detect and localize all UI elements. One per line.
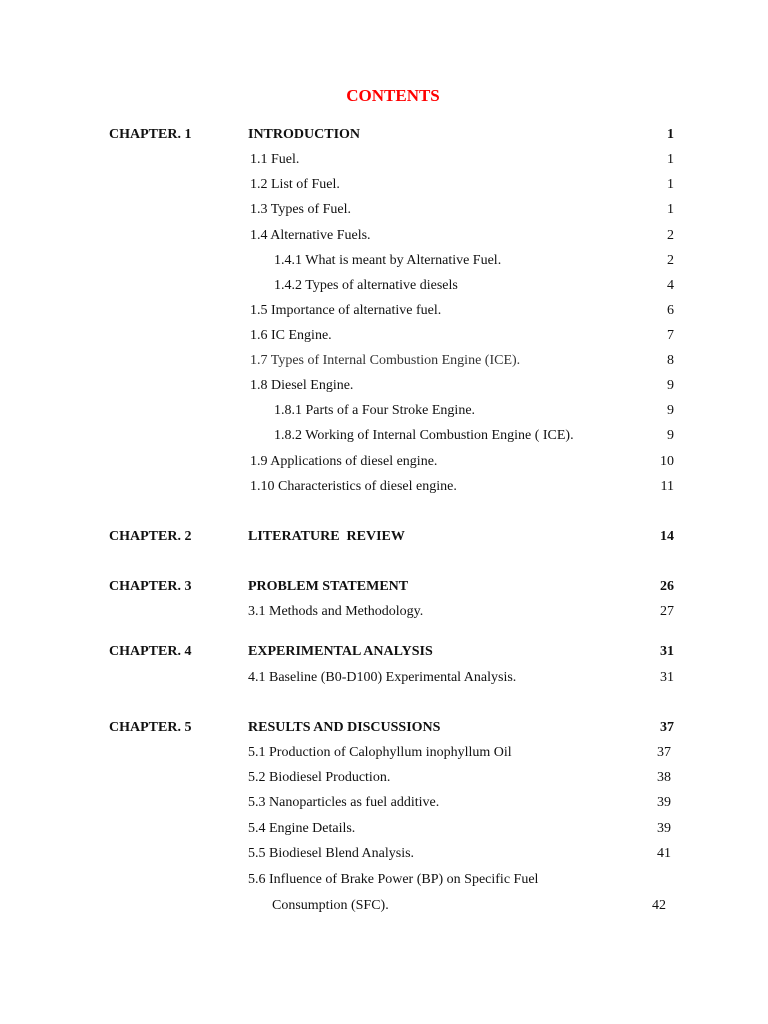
toc-entry	[0, 668, 768, 688]
toc-entry	[0, 819, 768, 839]
toc-entry	[0, 602, 768, 622]
entry-page: 11	[660, 479, 674, 494]
entry-title: 3.1 Methods and Methodology.	[248, 604, 424, 619]
entry-title: 5.6 Influence of Brake Power (BP) on Specific Fuel	[248, 872, 539, 887]
toc-entry	[0, 150, 768, 170]
entry-title: 5.1 Production of Calophyllum inophyllum Oil	[248, 745, 512, 760]
entry-page: 31	[660, 670, 674, 685]
toc-entry-continuation	[0, 896, 768, 916]
toc-subentry	[0, 251, 768, 271]
chapter-page: 31	[660, 644, 674, 659]
entry-title: 5.3 Nanoparticles as fuel additive.	[248, 795, 440, 810]
entry-page: 2	[667, 253, 674, 268]
entry-page: 41	[657, 846, 671, 861]
entry-title: 1.4 Alternative Fuels.	[250, 228, 371, 243]
entry-title: 4.1 Baseline (B0-D100) Experimental Analysis.	[248, 670, 517, 685]
toc-entry	[0, 477, 768, 497]
chapter-page: 14	[660, 529, 674, 544]
chapter-page: 26	[660, 579, 674, 594]
toc-subentry	[0, 426, 768, 446]
entry-title: 1.6 IC Engine.	[250, 328, 332, 343]
entry-title: 1.2 List of Fuel.	[250, 177, 340, 192]
entry-page: 39	[657, 821, 671, 836]
entry-title: 1.3 Types of Fuel.	[250, 202, 352, 217]
chapter-label: CHAPTER. 4	[109, 644, 192, 659]
toc-subentry	[0, 276, 768, 296]
entry-title: 1.7 Types of Internal Combustion Engine (ICE).	[250, 353, 521, 368]
chapter-title: RESULTS AND DISCUSSIONS	[248, 720, 441, 735]
entry-page: 1	[667, 202, 674, 217]
entry-page: 2	[667, 228, 674, 243]
toc-entry	[0, 226, 768, 246]
entry-title: 5.4 Engine Details.	[248, 821, 356, 836]
chapter-heading	[0, 642, 768, 662]
chapter-label: CHAPTER. 5	[109, 720, 192, 735]
entry-title: 5.2 Biodiesel Production.	[248, 770, 391, 785]
entry-page: 27	[660, 604, 674, 619]
toc-subentry	[0, 401, 768, 421]
toc-entry	[0, 870, 768, 890]
entry-title: 1.8.2 Working of Internal Combustion Engine ( ICE).	[274, 428, 574, 443]
page-title: CONTENTS	[346, 86, 440, 105]
chapter-page: 37	[660, 720, 674, 735]
chapter-heading	[0, 577, 768, 597]
entry-title: 1.1 Fuel.	[250, 152, 300, 167]
toc-entry	[0, 175, 768, 195]
chapter-title: PROBLEM STATEMENT	[248, 579, 409, 594]
entry-page: 4	[667, 278, 674, 293]
chapter-label: CHAPTER. 1	[109, 127, 192, 142]
entry-page: 7	[667, 328, 674, 343]
entry-page: 9	[667, 428, 674, 443]
entry-title: 5.5 Biodiesel Blend Analysis.	[248, 846, 415, 861]
toc-entry	[0, 301, 768, 321]
chapter-heading	[0, 527, 768, 547]
toc-entry	[0, 844, 768, 864]
chapter-label: CHAPTER. 2	[109, 529, 192, 544]
entry-page: 37	[657, 745, 671, 760]
entry-page: 10	[660, 454, 674, 469]
toc-entry	[0, 452, 768, 472]
chapter-label: CHAPTER. 3	[109, 579, 192, 594]
toc-entry	[0, 768, 768, 788]
entry-page: 42	[652, 898, 666, 913]
chapter-title: INTRODUCTION	[248, 127, 361, 142]
chapter-title: EXPERIMENTAL ANALYSIS	[248, 644, 433, 659]
entry-page: 38	[657, 770, 671, 785]
toc-entry	[0, 793, 768, 813]
entry-page: 39	[657, 795, 671, 810]
entry-page: 9	[667, 378, 674, 393]
entry-title: 1.4.1 What is meant by Alternative Fuel.	[274, 253, 502, 268]
entry-page: 8	[667, 353, 674, 368]
entry-title: 1.5 Importance of alternative fuel.	[250, 303, 442, 318]
toc-entry	[0, 376, 768, 396]
entry-title: 1.8 Diesel Engine.	[250, 378, 354, 393]
chapter-page: 1	[667, 127, 674, 142]
toc-entry	[0, 200, 768, 220]
toc-entry	[0, 351, 768, 371]
entry-page: 1	[667, 152, 674, 167]
chapter-heading	[0, 125, 768, 145]
entry-title: 1.10 Characteristics of diesel engine.	[250, 479, 457, 494]
chapter-heading	[0, 718, 768, 738]
entry-title: 1.8.1 Parts of a Four Stroke Engine.	[274, 403, 476, 418]
entry-title: 1.9 Applications of diesel engine.	[250, 454, 438, 469]
toc-entry	[0, 743, 768, 763]
entry-page: 1	[667, 177, 674, 192]
chapter-title: LITERATURE REVIEW	[248, 529, 405, 544]
toc-entry	[0, 326, 768, 346]
entry-title: 1.4.2 Types of alternative diesels	[274, 278, 458, 293]
entry-page: 9	[667, 403, 674, 418]
entry-page: 6	[667, 303, 674, 318]
entry-title-continuation: Consumption (SFC).	[272, 898, 389, 913]
